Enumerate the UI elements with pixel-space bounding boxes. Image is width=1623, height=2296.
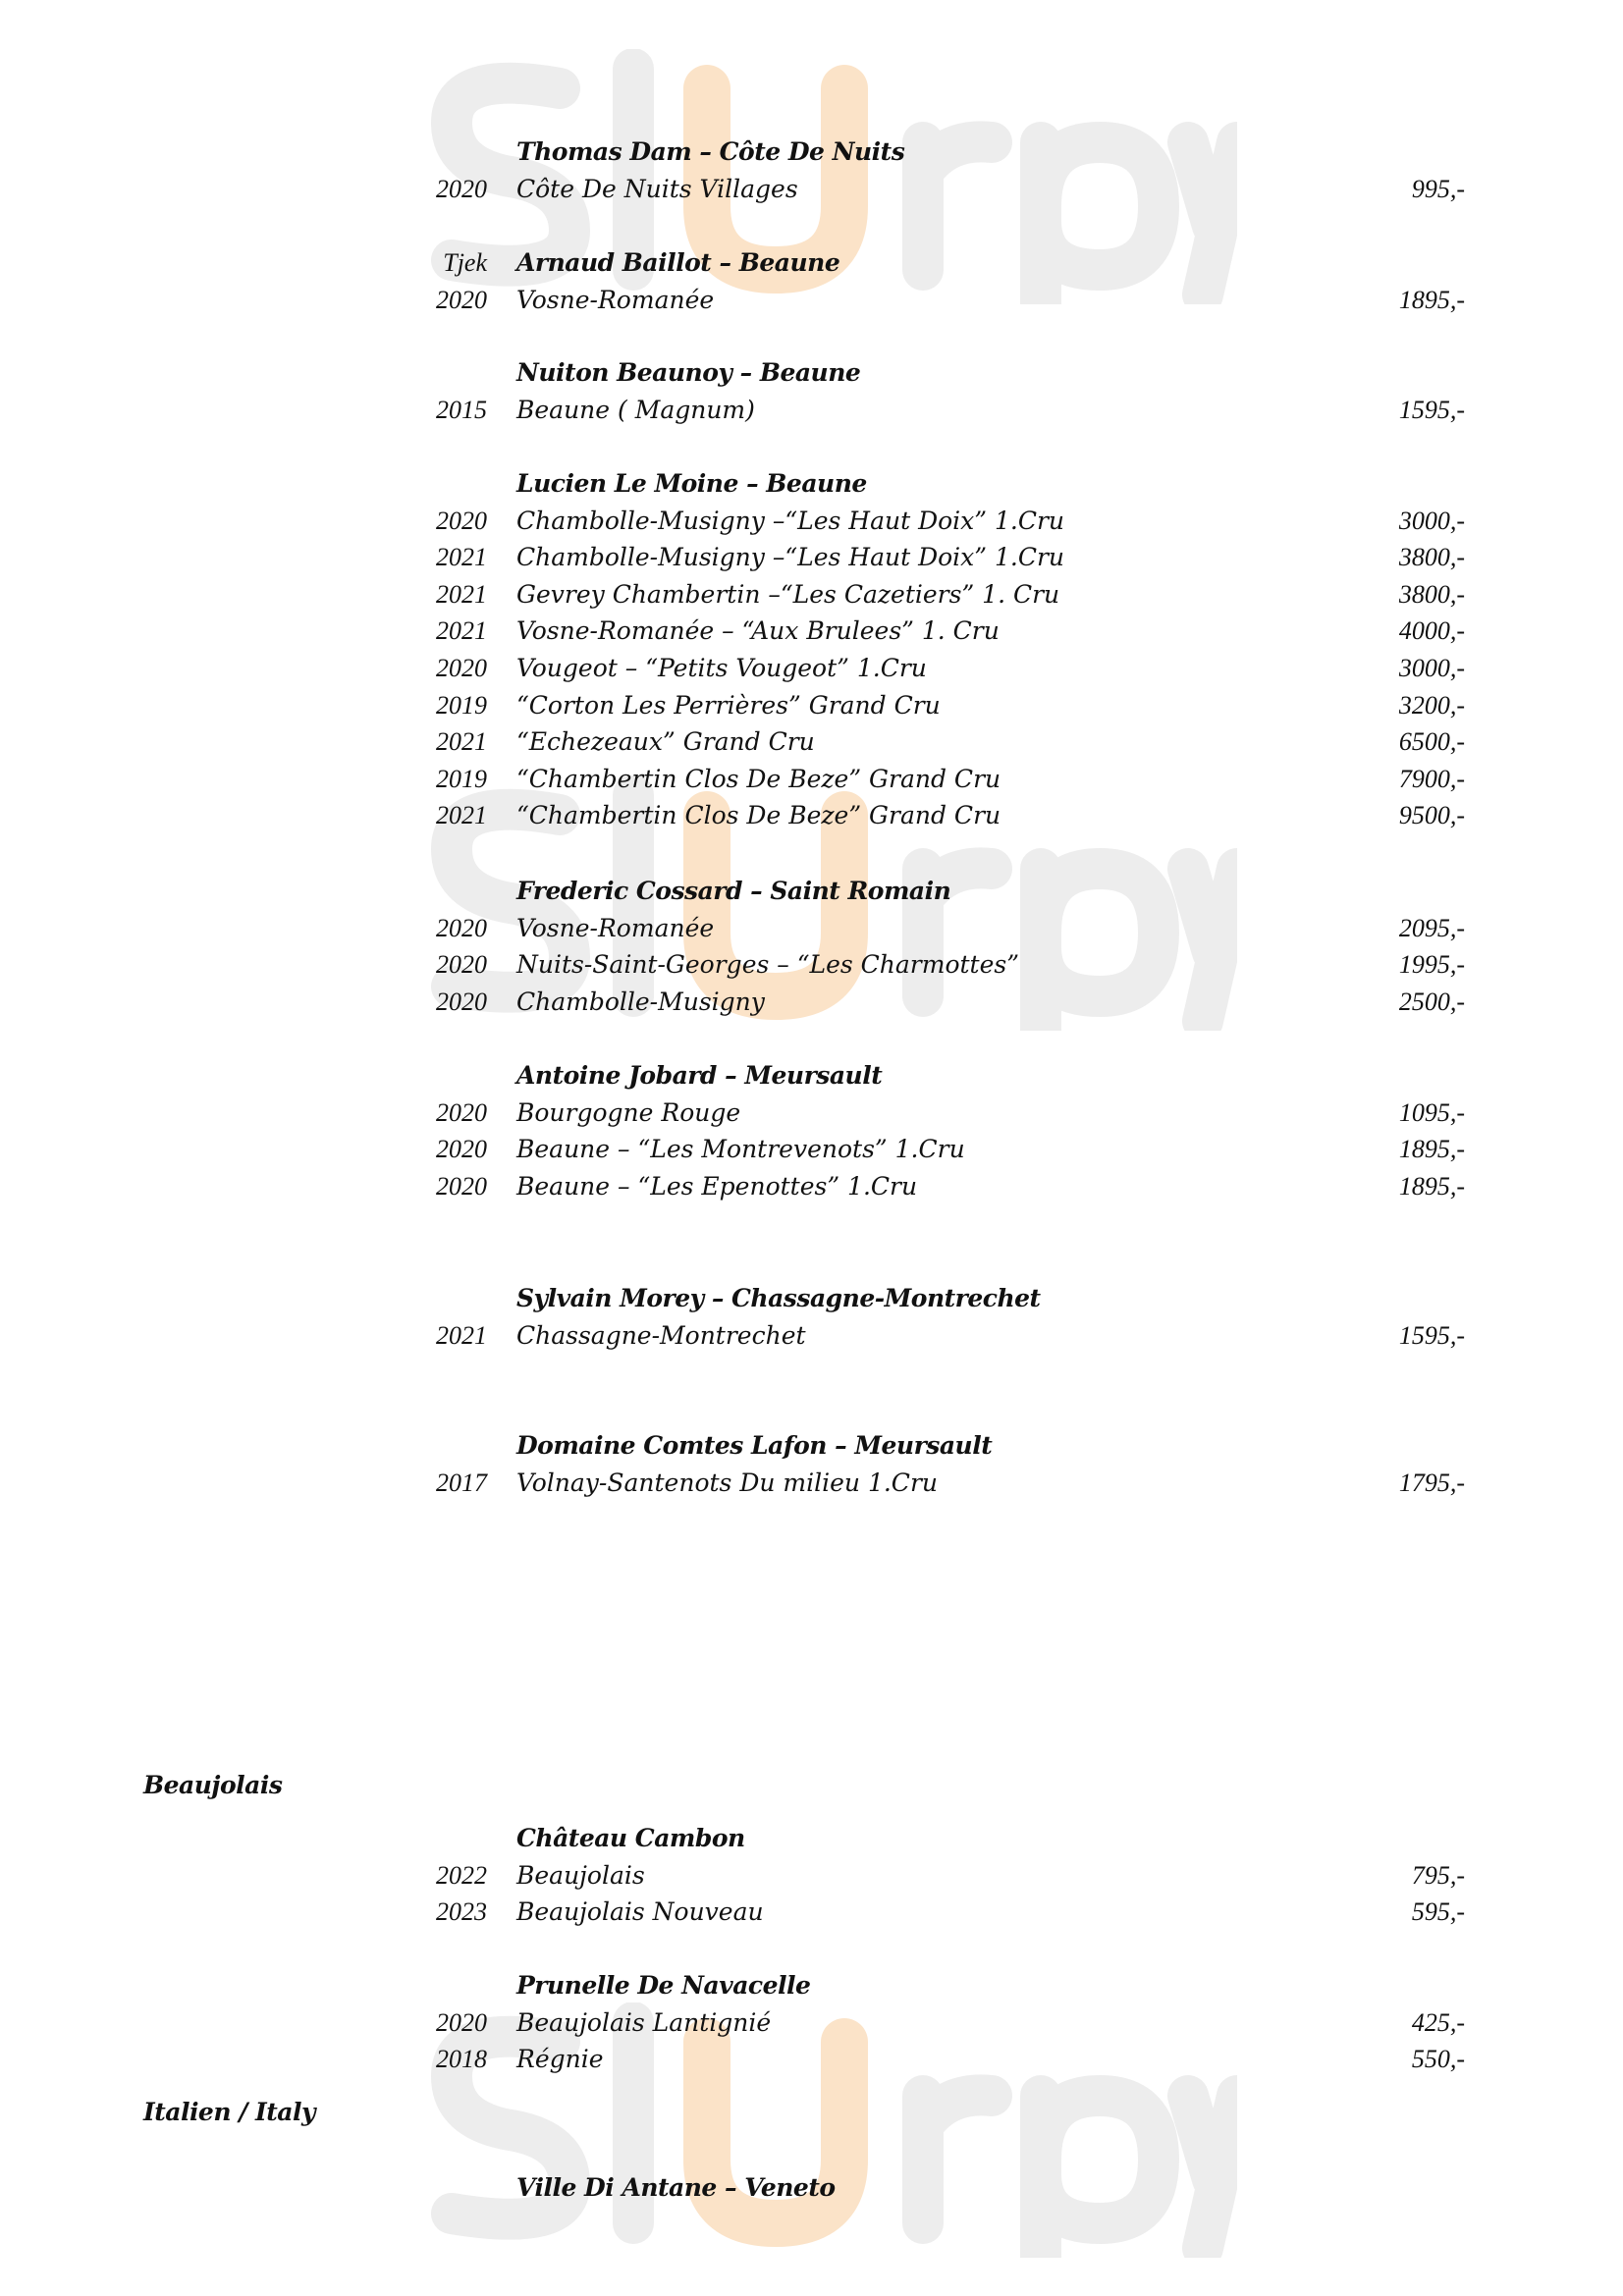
- wine-name: Nuits-Saint-Georges – “Les Charmottes”: [516, 950, 1019, 980]
- vintage-year: 2022: [436, 1860, 487, 1890]
- producer-name: Thomas Dam – Côte De Nuits: [516, 137, 905, 166]
- producer-group: [0, 1820, 1623, 1931]
- producer-header: [0, 1427, 1623, 1465]
- wine-name: Volnay-Santenots Du milieu 1.Cru: [516, 1468, 938, 1497]
- wine-name: Beaujolais Lantignié: [516, 2007, 772, 2037]
- wine-name: Beaune – “Les Epenottes” 1.Cru: [516, 1171, 918, 1201]
- wine-name: Côte De Nuits Villages: [516, 174, 798, 203]
- producer-header: [0, 1057, 1623, 1095]
- vintage-year: 2020: [436, 506, 487, 535]
- wine-price: 3000,-: [1398, 506, 1465, 535]
- wine-name: Beaune – “Les Montrevenots” 1.Cru: [516, 1135, 965, 1164]
- vintage-year: 2021: [436, 616, 487, 646]
- wine-name: “Chambertin Clos De Beze” Grand Cru: [516, 764, 1001, 793]
- wine-price: 3800,-: [1398, 543, 1465, 572]
- vintage-year: 2020: [436, 950, 487, 980]
- producer-group: [0, 354, 1623, 428]
- vintage-year: 2020: [436, 1135, 487, 1164]
- wine-name: Vougeot – “Petits Vougeot” 1.Cru: [516, 653, 927, 682]
- producer-group: [0, 2169, 1623, 2207]
- wine-row: [0, 282, 1623, 319]
- wine-name: Beaune ( Magnum): [516, 395, 755, 424]
- wine-row: [0, 2041, 1623, 2078]
- vintage-year: 2020: [436, 987, 487, 1016]
- producer-group: [0, 465, 1623, 834]
- wine-price: 7900,-: [1398, 764, 1465, 793]
- producer-name: Arnaud Baillot – Beaune: [516, 248, 840, 277]
- wine-row: [0, 1465, 1623, 1502]
- vintage-year: 2019: [436, 690, 487, 720]
- producer-header: [0, 465, 1623, 503]
- wine-price: 995,-: [1411, 174, 1465, 203]
- vintage-year: 2015: [436, 395, 487, 424]
- section-heading: Beaujolais: [143, 1771, 283, 1799]
- wine-price: 1895,-: [1398, 1135, 1465, 1164]
- producer-group: [0, 1427, 1623, 1501]
- wine-name: Beaujolais: [516, 1860, 645, 1890]
- wine-name: “Echezeaux” Grand Cru: [516, 727, 815, 757]
- producer-group: [0, 133, 1623, 207]
- producer-name: Sylvain Morey – Chassagne-Montrechet: [516, 1284, 1041, 1312]
- wine-row: [0, 1168, 1623, 1205]
- producer-name: Domaine Comtes Lafon – Meursault: [516, 1431, 993, 1460]
- wine-price: 6500,-: [1398, 727, 1465, 757]
- wine-row: [0, 1894, 1623, 1931]
- wine-price: 3000,-: [1398, 653, 1465, 682]
- vintage-year: 2020: [436, 1097, 487, 1127]
- vintage-year: 2020: [436, 1171, 487, 1201]
- wine-row: [0, 687, 1623, 724]
- wine-row: [0, 650, 1623, 687]
- wine-row: [0, 503, 1623, 540]
- wine-row: [0, 2004, 1623, 2042]
- wine-price: 1795,-: [1398, 1468, 1465, 1497]
- wine-name: Beaujolais Nouveau: [516, 1897, 764, 1927]
- producer-header: [0, 1820, 1623, 1857]
- vintage-year: 2020: [436, 2007, 487, 2037]
- vintage-year: 2020: [436, 285, 487, 314]
- producer-name: Château Cambon: [516, 1824, 745, 1852]
- vintage-year: 2020: [436, 653, 487, 682]
- producer-header: [0, 1280, 1623, 1317]
- vintage-year: 2021: [436, 801, 487, 830]
- wine-price: 550,-: [1411, 2045, 1465, 2074]
- wine-price: 595,-: [1411, 1897, 1465, 1927]
- wine-price: 2095,-: [1398, 913, 1465, 942]
- wine-price: 9500,-: [1398, 801, 1465, 830]
- producer-header: [0, 1967, 1623, 2004]
- wine-name: Chassagne-Montrechet: [516, 1320, 806, 1350]
- wine-price: 4000,-: [1398, 616, 1465, 646]
- wine-row: [0, 946, 1623, 984]
- wine-row: [0, 797, 1623, 834]
- wine-name: Régnie: [516, 2045, 604, 2074]
- wine-name: Chambolle-Musigny –“Les Haut Doix” 1.Cru: [516, 543, 1065, 572]
- vintage-year: 2021: [436, 543, 487, 572]
- vintage-year: 2021: [436, 1320, 487, 1350]
- producer-name: Antoine Jobard – Meursault: [516, 1061, 883, 1090]
- wine-price: 1095,-: [1398, 1097, 1465, 1127]
- wine-price: 795,-: [1411, 1860, 1465, 1890]
- wine-row: [0, 171, 1623, 208]
- producer-header: [0, 244, 1623, 282]
- producer-name: Frederic Cossard – Saint Romain: [516, 877, 951, 905]
- producer-group: [0, 244, 1623, 318]
- wine-name: Chambolle-Musigny –“Les Haut Doix” 1.Cru: [516, 506, 1065, 535]
- wine-row: [0, 984, 1623, 1021]
- producer-name: Ville Di Antane – Veneto: [516, 2173, 836, 2202]
- producer-header: [0, 133, 1623, 171]
- wine-name: Vosne-Romanée – “Aux Brulees” 1. Cru: [516, 616, 1000, 646]
- wine-name: Vosne-Romanée: [516, 285, 715, 314]
- wine-price: 3200,-: [1398, 690, 1465, 720]
- wine-row: [0, 910, 1623, 947]
- wine-name: Gevrey Chambertin –“Les Cazetiers” 1. Cru: [516, 579, 1060, 609]
- producer-name: Lucien Le Moine – Beaune: [516, 469, 867, 498]
- producer-group: [0, 873, 1623, 1020]
- wine-name: Chambolle-Musigny: [516, 987, 765, 1016]
- vintage-year: 2021: [436, 579, 487, 609]
- vintage-year: 2020: [436, 913, 487, 942]
- vintage-year: 2023: [436, 1897, 487, 1927]
- wine-row: [0, 1857, 1623, 1895]
- wine-row: [0, 576, 1623, 614]
- wine-name: Vosne-Romanée: [516, 913, 715, 942]
- wine-row: [0, 1317, 1623, 1355]
- vintage-year: 2021: [436, 727, 487, 757]
- vintage-year: 2017: [436, 1468, 487, 1497]
- wine-row: [0, 392, 1623, 429]
- section-heading: Italien / Italy: [143, 2098, 316, 2126]
- vintage-year: 2020: [436, 174, 487, 203]
- wine-row: [0, 1131, 1623, 1168]
- wine-row: [0, 723, 1623, 761]
- wine-price: 1895,-: [1398, 1171, 1465, 1201]
- producer-header: [0, 354, 1623, 392]
- wine-name: “Corton Les Perrières” Grand Cru: [516, 690, 941, 720]
- wine-price: 1595,-: [1398, 395, 1465, 424]
- wine-name: Bourgogne Rouge: [516, 1097, 741, 1127]
- wine-row: [0, 1095, 1623, 1132]
- vintage-year: 2018: [436, 2045, 487, 2074]
- wine-price: 1995,-: [1398, 950, 1465, 980]
- wine-price: 2500,-: [1398, 987, 1465, 1016]
- wine-price: 425,-: [1411, 2007, 1465, 2037]
- producer-name: Prunelle De Navacelle: [516, 1971, 811, 2000]
- vintage-year: 2019: [436, 764, 487, 793]
- producer-header: [0, 2169, 1623, 2207]
- wine-row: [0, 539, 1623, 576]
- producer-group: [0, 1057, 1623, 1204]
- wine-name: “Chambertin Clos De Beze” Grand Cru: [516, 801, 1001, 830]
- wine-price: 3800,-: [1398, 579, 1465, 609]
- wine-row: [0, 761, 1623, 798]
- producer-header: [0, 873, 1623, 910]
- wine-price: 1895,-: [1398, 285, 1465, 314]
- producer-group: [0, 1967, 1623, 2078]
- producer-name: Nuiton Beaunoy – Beaune: [516, 358, 861, 387]
- wine-price: 1595,-: [1398, 1320, 1465, 1350]
- note-label: Tjek: [443, 248, 487, 277]
- producer-group: [0, 1280, 1623, 1354]
- wine-row: [0, 613, 1623, 650]
